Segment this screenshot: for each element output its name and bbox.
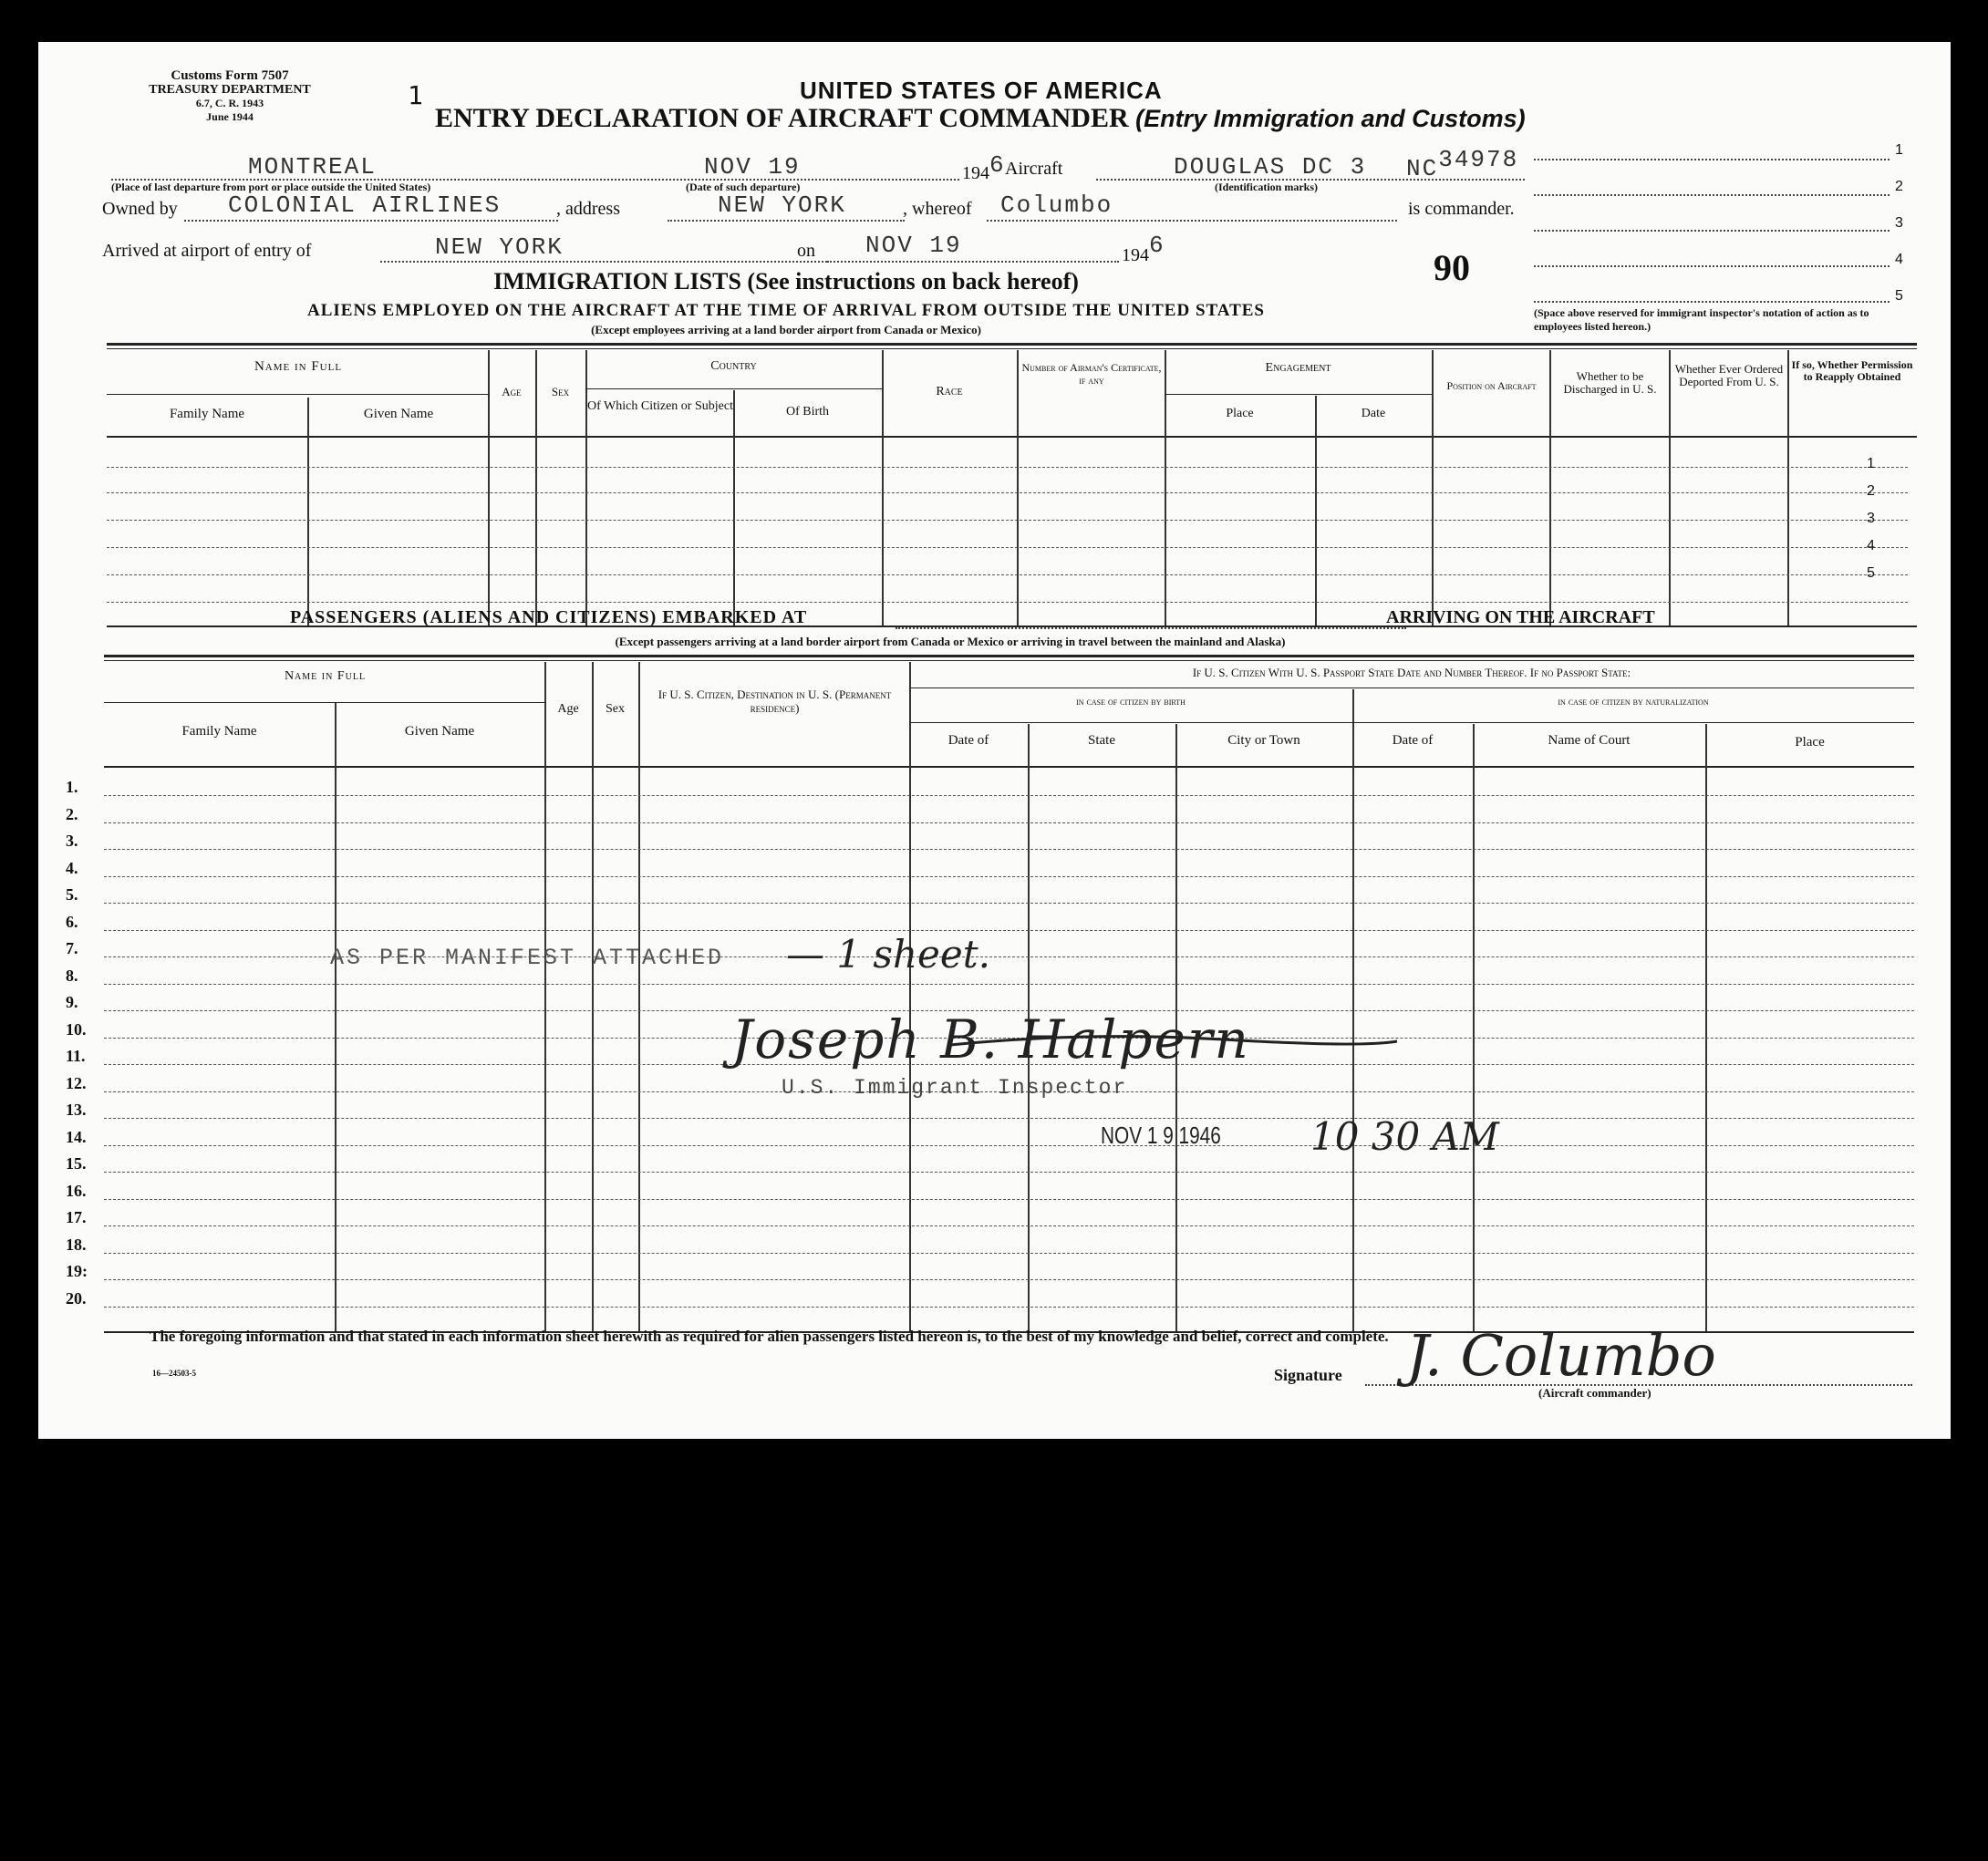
imm-col-4 — [585, 350, 587, 626]
pax-row-number: 13. — [66, 1101, 87, 1119]
inspector-title: U.S. Immigrant Inspector — [782, 1076, 1128, 1100]
pax-col-4 — [638, 662, 640, 1331]
pax-row-number: 12. — [66, 1073, 87, 1092]
imm-hdr-discharged: Whether to be Discharged in U. S. — [1563, 369, 1657, 396]
declaration-text: The foregoing information and that stated in each information sheet herewith as required for alien passengers listed hereon is, to the best of my knowledge and belief, correct and complete. — [150, 1328, 1389, 1345]
pax-row-number: 3. — [66, 832, 78, 850]
arrival-airport: NEW YORK — [435, 233, 564, 261]
pax-row-number: 1. — [66, 778, 78, 796]
pax-row-line — [104, 876, 1914, 877]
pax-hdr-place: Place — [1795, 735, 1825, 750]
pax-row-number: 15. — [66, 1154, 87, 1173]
pax-row-number: 9. — [66, 993, 78, 1011]
commander-line — [987, 220, 1397, 222]
imm-row-2 — [107, 492, 1908, 493]
handwritten-number: 90 — [1434, 247, 1470, 288]
manifest-stamp: AS PER MANIFEST ATTACHED — [330, 945, 725, 971]
commander-caption: (Aircraft commander) — [1538, 1386, 1651, 1400]
pax-row-number: 10. — [66, 1019, 87, 1039]
pax-hdr-state: State — [1088, 733, 1115, 748]
pax-hdr-sex: Sex — [606, 702, 625, 716]
pax-row-number: 11. — [66, 1047, 86, 1065]
pax-hdr-date-of: Date of — [947, 733, 989, 748]
imm-top-rule-2 — [107, 348, 1917, 349]
imm-hdr-deported: Whether Ever Ordered Deported From U. S. — [1674, 362, 1784, 388]
pax-col-3 — [592, 662, 594, 1331]
arrival-label: Arrived at airport of entry of — [102, 241, 312, 261]
imm-row-5 — [107, 574, 1908, 575]
arrival-on-label: on — [797, 241, 815, 261]
imm-col-9 — [1315, 396, 1317, 626]
print-code: 16—24503-5 — [152, 1369, 196, 1378]
whereof-label: , whereof — [903, 199, 972, 219]
imm-hdr-given: Given Name — [363, 407, 434, 421]
owner-address: NEW YORK — [718, 191, 846, 219]
pax-row-line — [104, 1118, 1914, 1119]
imm-rownum-1: 1 — [1867, 456, 1875, 471]
pax-hdr-name: Name in Full — [284, 669, 367, 683]
arrival-date-line — [827, 261, 1119, 263]
immigration-title: IMMIGRATION LISTS (See instructions on back hereof) — [493, 268, 1079, 295]
pax-row-line — [104, 1279, 1914, 1280]
owner-line — [184, 220, 558, 222]
owner-name: COLONIAL AIRLINES — [228, 191, 502, 219]
inspector-signature: Joseph B. Halpern — [731, 1008, 1250, 1070]
pax-case-subrule — [909, 722, 1914, 723]
margin-number-1: 1 — [1895, 142, 1903, 158]
imm-hdr-country: Country — [710, 359, 757, 373]
margin-number-3: 3 — [1895, 215, 1903, 231]
pax-hdr-age: Age — [557, 702, 579, 716]
imm-col-7 — [1017, 350, 1019, 626]
departure-year-prefix: 194 — [962, 163, 989, 183]
margin-number-2: 2 — [1895, 179, 1903, 194]
imm-name-subrule — [107, 394, 490, 395]
margin-line-3 — [1534, 230, 1890, 232]
pax-hdr-destination: If U. S. Citizen, Destination in U. S. (Permanent residence) — [657, 688, 892, 715]
pax-hdr-given: Given Name — [404, 724, 475, 739]
pax-hdr-passport: If U. S. Citizen With U. S. Passport State Date and Number Thereof. If no Passport State: — [1192, 666, 1631, 679]
passengers-title-right: ARRIVING ON THE AIRCRAFT — [1386, 607, 1655, 627]
departure-date-caption: (Date of such departure) — [686, 181, 801, 193]
aircraft-type: DOUGLAS DC 3 — [1174, 153, 1367, 181]
pax-row-number: 7. — [66, 939, 78, 957]
pax-row-line — [104, 795, 1914, 796]
title-sub: (Entry Immigration and Customs) — [1135, 105, 1526, 132]
embarked-line — [896, 627, 1406, 629]
margin-line-1 — [1534, 159, 1890, 160]
imm-hdr-permission: If so, Whether Permission to Reapply Obtained — [1791, 358, 1913, 383]
pax-row-number: 16. — [66, 1181, 87, 1200]
pax-hdr-date-of-2: Date of — [1392, 733, 1434, 748]
pax-hdr-by-naturalization: in case of citizen by naturalization — [1558, 695, 1709, 708]
departure-date: NOV 19 — [704, 153, 801, 181]
arrival-date: NOV 19 — [865, 232, 962, 259]
imm-rownum-5: 5 — [1867, 565, 1875, 581]
pax-row-line — [104, 903, 1914, 904]
immigration-subtitle: ALIENS EMPLOYED ON THE AIRCRAFT AT THE TIME OF ARRIVAL FROM OUTSIDE THE UNITED STATES — [306, 301, 1265, 320]
immigration-note: (Except employees arriving at a land border airport from Canada or Mexico) — [591, 323, 981, 336]
arrival-year-prefix: 194 — [1122, 245, 1149, 265]
registration-prefix: NC — [1406, 155, 1439, 182]
pax-row-line — [104, 1225, 1914, 1226]
imm-hdr-name: Name in Full — [254, 359, 343, 374]
commander-name: Columbo — [1000, 191, 1113, 219]
pax-row-number: 6. — [66, 912, 78, 931]
imm-rownum-4: 4 — [1867, 538, 1875, 553]
pax-hdr-by-birth: in case of citizen by birth — [1076, 695, 1186, 708]
margin-note: (Space above reserved for immigrant inspector's notation of action as to employees listed hereon.) — [1534, 306, 1869, 333]
pax-row-number: 20. — [66, 1288, 87, 1308]
margin-line-5 — [1534, 301, 1890, 303]
pax-row-number: 4. — [66, 858, 78, 877]
form-number: Customs Form 7507 — [171, 68, 289, 83]
owned-by-label: Owned by — [102, 199, 178, 219]
imm-hdr-family: Family Name — [169, 407, 245, 421]
imm-engage-subrule — [1165, 394, 1432, 395]
imm-row-3 — [107, 520, 1908, 521]
ident-caption: (Identification marks) — [1215, 181, 1318, 193]
pax-row-line — [104, 1253, 1914, 1254]
pax-col-5 — [909, 662, 911, 1331]
title-main: ENTRY DECLARATION OF AIRCRAFT COMMANDER — [435, 103, 1129, 133]
imm-col-8 — [1165, 350, 1166, 626]
imm-col-12 — [1669, 350, 1671, 626]
sheet-note: — 1 sheet. — [786, 932, 990, 977]
arrival-airport-line — [380, 261, 827, 263]
imm-hdr-place: Place — [1226, 407, 1254, 420]
pax-col-2 — [544, 662, 546, 1331]
imm-hdr-airman: Number of Airman's Certificate, if any — [1021, 361, 1162, 387]
passengers-title-left: PASSENGERS (ALIENS AND CITIZENS) EMBARKED AT — [290, 607, 808, 627]
imm-header-rule — [107, 436, 1917, 438]
imm-hdr-race: Race — [936, 385, 963, 398]
signature-flourish — [950, 1027, 1406, 1054]
pax-col-1 — [335, 702, 337, 1331]
pax-row-line — [104, 1172, 1914, 1173]
imm-country-subrule — [585, 388, 882, 389]
address-line — [668, 220, 905, 222]
imm-hdr-position: Position on Aircraft — [1446, 379, 1537, 392]
departure-place-caption: (Place of last departure from port or place outside the United States) — [111, 181, 431, 193]
imm-top-rule — [107, 343, 1917, 346]
departure-place: MONTREAL — [248, 153, 377, 181]
imm-col-5 — [733, 390, 735, 626]
margin-line-2 — [1534, 194, 1890, 196]
pax-row-number: 5. — [66, 885, 78, 904]
cfr: 6.7, C. R. 1943 — [195, 97, 264, 109]
margin-line-4 — [1534, 265, 1890, 267]
departure-year — [962, 151, 1006, 186]
passengers-note: (Except passengers arriving at a land border airport from Canada or Mexico or arriving in travel between the mainland and Alaska) — [615, 635, 1286, 648]
pax-row-line — [104, 1307, 1914, 1308]
arrival-year — [1122, 232, 1165, 268]
departure-year-digit: 6 — [989, 151, 1006, 179]
pax-top-rule-2 — [104, 660, 1914, 661]
imm-row-6 — [107, 602, 1908, 603]
imm-row-4 — [107, 547, 1908, 548]
time-note: 10 30 AM — [1310, 1114, 1499, 1159]
imm-hdr-sex: Sex — [551, 385, 570, 398]
pax-row-line — [104, 822, 1914, 823]
signature-label: Signature — [1274, 1366, 1342, 1384]
imm-row-1 — [107, 467, 1908, 468]
pax-hdr-family: Family Name — [181, 724, 257, 739]
registration-number: 34978 — [1438, 146, 1519, 173]
imm-hdr-birth: Of Birth — [785, 405, 830, 419]
pax-row-number: 14. — [66, 1127, 87, 1146]
imm-hdr-citizen: Of Which Citizen or Subject — [587, 399, 733, 413]
imm-col-1 — [307, 398, 309, 626]
pax-top-rule — [104, 655, 1914, 657]
imm-col-13 — [1787, 350, 1789, 626]
margin-number-5: 5 — [1895, 288, 1903, 304]
pax-hdr-court: Name of Court — [1548, 733, 1631, 748]
pax-col-10 — [1705, 724, 1707, 1331]
aircraft-label: Aircraft — [1005, 159, 1063, 179]
department: TREASURY DEPARTMENT — [149, 83, 311, 97]
pax-hdr-city: City or Town — [1227, 733, 1300, 748]
pax-header-rule — [104, 766, 1914, 768]
pax-row-number: 18. — [66, 1235, 87, 1254]
country-heading: UNITED STATES OF AMERICA — [800, 77, 1163, 104]
margin-number-4: 4 — [1895, 252, 1903, 267]
copy-number: 1 — [408, 80, 423, 110]
pax-row-number: 19: — [66, 1262, 88, 1280]
pax-row-line — [104, 1145, 1914, 1146]
pax-row-line — [104, 1199, 1914, 1200]
pax-row-number: 17. — [66, 1208, 87, 1226]
form-id-block — [93, 69, 367, 124]
commander-signature: J. Columbo — [1406, 1322, 1716, 1389]
pax-row-number: 8. — [66, 966, 78, 985]
pax-col-9 — [1473, 724, 1475, 1331]
arrival-year-digit: 6 — [1149, 232, 1165, 259]
imm-rownum-3: 3 — [1867, 511, 1875, 526]
pax-name-subrule — [104, 702, 546, 703]
pax-row-line — [104, 849, 1914, 850]
imm-hdr-date: Date — [1361, 407, 1386, 420]
form-date: June 1944 — [206, 110, 254, 123]
commander-suffix: is commander. — [1408, 199, 1515, 219]
pax-row-number: 2. — [66, 804, 78, 823]
form-paper — [38, 42, 1951, 1439]
imm-hdr-engagement: Engagement — [1265, 361, 1331, 375]
pax-row-line — [104, 984, 1914, 985]
address-label: , address — [556, 199, 620, 219]
imm-hdr-age: Age — [502, 385, 522, 398]
date-stamp: NOV 1 9 1946 — [1101, 1122, 1221, 1149]
form-title — [435, 103, 1526, 134]
imm-rownum-2: 2 — [1867, 483, 1875, 499]
pax-row-line — [104, 930, 1914, 931]
